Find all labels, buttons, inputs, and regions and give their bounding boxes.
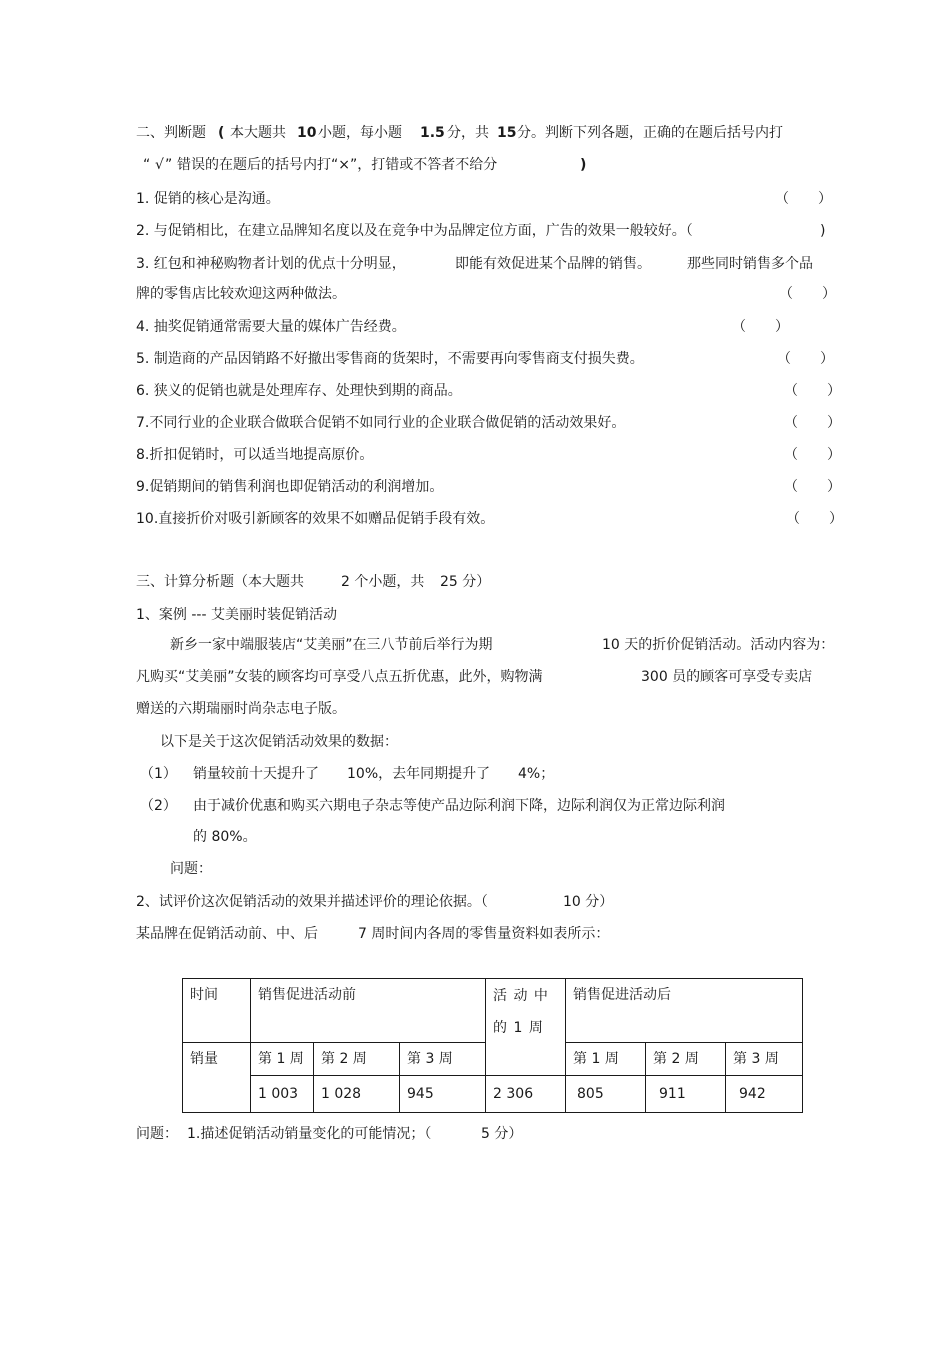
data-item-2: 由于减价优惠和购买六期电子杂志等使产品边际利润下降，边际利润仅为正常边际利润 [193,798,725,814]
answer-paren-close: ） [820,351,834,367]
cell-during: 2 306 [486,1076,566,1113]
answer-paren-open: （ [779,286,793,302]
answer-paren-open: （ [777,351,791,367]
quote-open: “ [143,157,151,173]
case-data-intro: 以下是关于这次促销活动效果的数据： [160,734,398,750]
data-item-1: 10%，去年同期提升了 [347,766,491,782]
question-8: 8.折扣促销时，可以适当地提高原价。 [136,447,374,463]
case-paragraph: 10 天的折价促销活动。活动内容为： [602,637,835,653]
cell-after-wk1: 805 [566,1076,646,1113]
section2-text: 本大题共 [230,125,286,141]
section2-score-each: 1.5 [420,125,445,141]
section2-text: 小题，每小题 [318,125,402,141]
question-3: 牌的零售店比较欢迎这两种做法。 [136,286,346,302]
question-9: 9.促销期间的销售利润也即促销活动的利润增加。 [136,479,444,495]
bottom-question-label: 问题： [136,1126,178,1142]
answer-paren-close: ） [822,286,836,302]
answer-paren-close: ） [775,319,789,335]
data-item-number: （1） [140,766,177,782]
question-label: 问题： [170,861,212,877]
header-sales: 销量 [183,1043,251,1113]
case-paragraph: 新乡一家中端服装店“艾美丽”在三八节前后举行为期 [170,637,493,653]
case-paragraph: 300 员的顾客可享受专卖店 [641,669,813,685]
section3-title: 三、计算分析题（本大题共 [136,574,304,590]
answer-paren-open: （ [784,415,798,431]
header-week: 第 1 周 [251,1043,314,1076]
section2-paren: ( [218,125,225,141]
section3-score: 25 分） [440,574,491,590]
answer-paren-open: （ [784,479,798,495]
bottom-question-score: 5 分） [481,1126,523,1142]
header-before: 销售促进活动前 [251,979,486,1043]
question-7: 7.不同行业的企业联合做联合促销不如同行业的企业联合做促销的活动效果好。 [136,415,626,431]
question-2: 2. 与促销相比，在建立品牌知名度以及在竞争中为品牌定位方面，广告的效果一般较好。（ [136,223,693,239]
answer-paren-open: （ [786,511,800,527]
data-item-2: 的 80%。 [193,829,257,845]
data-item-1: 4%； [518,766,555,782]
section2-count: 10 [297,125,317,141]
section2-instructions-2: 错误的在题后的括号内打“×”，打错或不答者不给分 [177,157,498,173]
question-6: 6. 狭义的促销也就是处理库存、处理快到期的商品。 [136,383,462,399]
answer-paren-close: ) [820,223,826,239]
header-after: 销售促进活动后 [566,979,803,1043]
question-3: 那些同时销售多个品 [687,256,813,272]
answer-paren-open: （ [784,447,798,463]
case-paragraph: 凡购买“艾美丽”女装的顾客均可享受八点五折优惠，此外，购物满 [136,669,543,685]
case-title: 1、案例 --- 艾美丽时装促销活动 [136,607,337,623]
cell-before-wk2: 1 028 [314,1076,400,1113]
section2-title: 二、判断题 [136,125,206,141]
data-item-number: （2） [140,798,177,814]
answer-paren-close: ） [818,191,832,207]
answer-paren-close: ） [827,479,841,495]
answer-paren-close: ） [827,383,841,399]
table-intro: 某品牌在促销活动前、中、后 [136,926,318,942]
table-intro: 7 周时间内各周的零售量资料如表所示： [358,926,610,942]
question-4: 4. 抽奖促销通常需要大量的媒体广告经费。 [136,319,406,335]
header-week: 第 2 周 [314,1043,400,1076]
cell-before-wk1: 1 003 [251,1076,314,1113]
cell-after-wk2: 911 [646,1076,726,1113]
answer-paren-open: （ [784,383,798,399]
section3-count: 2 个小题，共 [341,574,425,590]
header-time: 时间 [183,979,251,1043]
section2-text: 分，共 [447,125,489,141]
answer-paren-close: ） [829,511,843,527]
question-10: 10.直接折价对吸引新顾客的效果不如赠品促销手段有效。 [136,511,495,527]
question-3: 3. 红包和神秘购物者计划的优点十分明显， [136,256,406,272]
header-during: 活 动 中 的 1 周 [486,979,566,1076]
answer-paren-open: （ [732,319,746,335]
header-week: 第 3 周 [726,1043,803,1076]
answer-paren-close: ） [827,415,841,431]
case-paragraph: 赠送的六期瑞丽时尚杂志电子版。 [136,701,346,717]
header-week: 第 1 周 [566,1043,646,1076]
data-item-1: 销量较前十天提升了 [193,766,319,782]
quote-close: ” [165,157,173,173]
answer-paren-close: ） [827,447,841,463]
section2-paren-close: ) [580,157,587,173]
answer-paren-open: （ [775,191,789,207]
cell-before-wk3: 945 [400,1076,486,1113]
bottom-question: 1.描述促销活动销量变化的可能情况；（ [187,1126,432,1142]
cell-after-wk3: 942 [726,1076,803,1113]
sales-table [182,978,803,1113]
question-5: 5. 制造商的产品因销路不好撤出零售商的货架时，不需要再向零售商支付损失费。 [136,351,644,367]
question-1: 1. 促销的核心是沟通。 [136,191,280,207]
header-week: 第 3 周 [400,1043,486,1076]
header-week: 第 2 周 [646,1043,726,1076]
section2-instructions: 分。判断下列各题，正确的在题后括号内打 [517,125,783,141]
section2-score-total: 15 [497,125,517,141]
question-evaluate: 2、试评价这次促销活动的效果并描述评价的理论依据。（ [136,894,488,910]
question-3: 即能有效促进某个品牌的销售。 [455,256,651,272]
question-evaluate-score: 10 分） [563,894,614,910]
check-symbol: √ [155,157,164,173]
